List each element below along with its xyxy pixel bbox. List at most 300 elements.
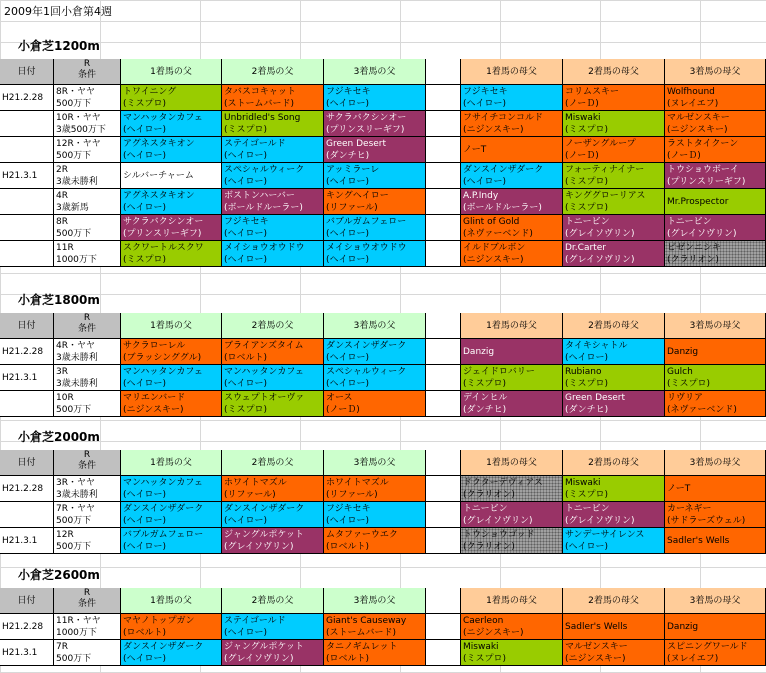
sire-cell[interactable] [324,365,426,391]
section-title: 小倉芝2600m [18,568,100,582]
horse-name: フジキセキ [463,87,508,97]
damsire-cell[interactable] [563,391,665,417]
header-damsire-2 [563,59,665,85]
horse-lineage: (ミスプロ) [123,99,167,109]
horse-lineage: (ヘイロー) [326,516,370,526]
sire-cell[interactable] [121,365,222,391]
header-damsire-3 [665,450,766,476]
horse-lineage: (ミスプロ) [224,125,268,135]
race-class: 3歳未勝利 [56,353,98,363]
sire-cell[interactable] [222,163,324,189]
horse-lineage: (ノーＤ) [565,99,599,109]
race-condition [54,614,121,640]
horse-lineage: (ダンチヒ) [565,405,609,415]
sire-cell[interactable] [121,163,222,189]
sire-cell[interactable] [324,614,426,640]
damsire-cell[interactable] [665,614,766,640]
horse-lineage: (ネヴァーベンド) [667,405,737,415]
horse-lineage: (ヘイロー) [326,379,370,389]
race-date [0,365,54,391]
damsire-cell[interactable] [563,476,665,502]
sire-cell[interactable] [324,215,426,241]
horse-lineage: (ダンチヒ) [463,405,507,415]
header-damsire-1 [461,59,563,85]
header-damsire-label: 2着馬の母父 [588,457,639,468]
horse-lineage: (ロベルト) [326,654,370,664]
section-title: 小倉芝1800m [18,293,100,307]
race-condition [54,528,121,554]
damsire-cell[interactable] [461,391,563,417]
race-condition [54,241,121,267]
header-sire-label: 2着馬の父 [251,66,294,77]
horse-lineage: (ヘイロー) [123,654,167,664]
race-class: 3歳未勝利 [56,490,98,500]
horse-lineage: (グレイソヴリン) [565,255,635,265]
horse-name: フサイチコンコルド [463,113,544,123]
damsire-cell[interactable] [461,502,563,528]
header-race-cond: 条件 [77,70,96,80]
horse-name: スウェプトオーヴァ [224,393,305,403]
race-class: 500万下 [56,654,92,664]
header-sire-1 [121,588,222,614]
horse-name: Wolfhound [667,87,715,97]
header-sire-1 [121,59,222,85]
sire-cell[interactable] [324,476,426,502]
horse-name: フジキセキ [326,87,371,97]
header-damsire-1 [461,313,563,339]
horse-name: ダンスインザダーク [326,341,407,351]
sire-cell[interactable] [222,137,324,163]
sire-cell[interactable] [121,215,222,241]
header-sire-label: 2着馬の父 [251,595,294,606]
horse-lineage: (クラリオン) [667,255,719,265]
horse-lineage: (ヘイロー) [224,379,268,389]
damsire-cell[interactable] [461,189,563,215]
horse-name: マリエンバード [123,393,186,403]
race-date [0,85,54,111]
header-race-cond: 条件 [77,324,96,334]
horse-lineage: (ロベルト) [326,542,370,552]
horse-name: Dr.Carter [565,243,606,253]
header-damsire-label: 1着馬の母父 [486,320,537,331]
damsire-cell[interactable] [665,476,766,502]
horse-name: フジキセキ [326,504,371,514]
race-number: 12R [56,530,74,540]
horse-lineage: (グレイソヴリン) [667,229,737,239]
header-date-label: 日付 [17,457,36,468]
race-number: 3R・ヤヤ [56,478,95,488]
race-class: 500万下 [56,405,92,415]
horse-name: トニービン [463,504,508,514]
race-date [0,137,54,163]
damsire-cell[interactable] [563,241,665,267]
sire-cell[interactable] [324,640,426,666]
sire-cell[interactable] [222,528,324,554]
race-date-text: H21.3.1 [2,373,38,383]
sire-cell[interactable] [222,241,324,267]
horse-lineage: (ミスプロ) [224,405,268,415]
header-sire-3 [324,59,426,85]
damsire-cell[interactable] [461,241,563,267]
horse-name: トニービン [667,217,712,227]
damsire-cell[interactable] [563,502,665,528]
horse-name: リヴリア [667,393,704,403]
damsire-cell[interactable] [665,111,766,137]
header-sire-label: 2着馬の父 [251,320,294,331]
sire-cell[interactable] [222,339,324,365]
damsire-cell[interactable] [461,476,563,502]
horse-lineage: (グレイソヴリン) [224,654,294,664]
sire-cell[interactable] [324,391,426,417]
header-sire-label: 3着馬の父 [353,595,396,606]
gap-cell [426,391,461,417]
header-race-r: R [83,313,91,323]
race-condition [54,163,121,189]
race-condition [54,85,121,111]
horse-lineage: (ヘイロー) [463,99,507,109]
header-sire-label: 3着馬の父 [353,66,396,77]
sire-cell[interactable] [222,365,324,391]
damsire-cell[interactable] [461,215,563,241]
sire-cell[interactable] [121,614,222,640]
sire-cell[interactable] [324,528,426,554]
header-sire-label: 3着馬の父 [353,320,396,331]
damsire-cell[interactable] [665,365,766,391]
sire-cell[interactable] [121,502,222,528]
horse-lineage: (ヘイロー) [123,125,167,135]
race-class: 500万下 [56,229,92,239]
horse-name: カーネギー [667,504,712,514]
damsire-cell[interactable] [665,528,766,554]
horse-name: イルドブルボン [463,243,526,253]
gap-cell [426,85,461,111]
horse-name: A.P.Indy [463,191,499,201]
gap-cell [426,215,461,241]
horse-name: メイショウオウドウ [326,243,407,253]
horse-name: オース [326,393,353,403]
header-damsire-label: 2着馬の母父 [588,66,639,77]
damsire-cell[interactable] [461,137,563,163]
damsire-cell[interactable] [665,640,766,666]
damsire-cell[interactable] [563,215,665,241]
damsire-cell[interactable] [563,137,665,163]
header-sire-3 [324,313,426,339]
damsire-cell[interactable] [665,163,766,189]
sire-cell[interactable] [222,111,324,137]
horse-lineage: (ヌレイエフ) [667,99,719,109]
damsire-cell[interactable] [563,111,665,137]
damsire-cell[interactable] [563,365,665,391]
damsire-cell[interactable] [563,528,665,554]
sire-cell[interactable] [121,640,222,666]
race-date [0,476,54,502]
horse-name: サクラローレル [123,341,186,351]
header-damsire-label: 3着馬の母父 [689,457,741,468]
header-sire-label: 2着馬の父 [251,457,294,468]
race-date-text: H21.2.28 [2,484,44,494]
damsire-cell[interactable] [563,85,665,111]
header-damsire-3 [665,588,766,614]
damsire-cell[interactable] [665,137,766,163]
horse-name: メイショウオウドウ [224,243,305,253]
header-gap [426,313,461,339]
race-date-text: H21.2.28 [2,93,44,103]
horse-name: タバスコキャット [224,87,296,97]
horse-name: トウショウゴッド [463,530,535,540]
gap-cell [426,365,461,391]
horse-name: ビゼンニシキ [667,243,722,253]
damsire-cell[interactable] [461,111,563,137]
header-sire-label: 1着馬の父 [150,320,192,331]
horse-name: シルバーチャーム [123,171,194,181]
horse-lineage: (クラリオン) [463,542,515,552]
sire-cell[interactable] [222,391,324,417]
horse-name: ダンスインザダーク [463,165,544,175]
header-race [54,313,121,339]
sire-cell[interactable] [121,391,222,417]
damsire-cell[interactable] [461,163,563,189]
horse-lineage: (ボールドルーラー) [224,203,303,213]
section-title: 小倉芝2000m [18,430,100,444]
horse-name: ホワイトマズル [224,478,287,488]
sire-cell[interactable] [121,111,222,137]
sire-cell[interactable] [222,476,324,502]
damsire-cell[interactable] [461,528,563,554]
race-date-text: H21.3.1 [2,648,38,658]
horse-lineage: (グレイソヴリン) [463,516,533,526]
race-condition [54,111,121,137]
sire-cell[interactable] [222,189,324,215]
sire-cell[interactable] [121,476,222,502]
damsire-cell[interactable] [665,241,766,267]
horse-name: ダンスインザダーク [224,504,305,514]
horse-name: マンハッタンカフェ [123,478,203,488]
horse-name: フジキセキ [224,217,269,227]
sire-cell[interactable] [324,137,426,163]
race-class: 3歳未勝利 [56,379,98,389]
damsire-cell[interactable] [563,614,665,640]
gap-cell [426,189,461,215]
damsire-cell[interactable] [563,189,665,215]
header-sire-3 [324,450,426,476]
damsire-cell[interactable] [665,391,766,417]
gap-cell [426,614,461,640]
sheet-title: 2009年1回小倉第4週 [4,5,112,18]
sire-cell[interactable] [121,241,222,267]
sire-cell[interactable] [222,502,324,528]
sire-cell[interactable] [324,163,426,189]
horse-name: タニノギムレット [326,642,398,652]
sire-cell[interactable] [324,502,426,528]
gap-cell [426,502,461,528]
horse-lineage: (グレイソヴリン) [565,516,635,526]
sire-cell[interactable] [121,85,222,111]
race-condition [54,215,121,241]
race-date-text: H21.2.28 [2,347,44,357]
horse-name: サンデーサイレンス [565,530,645,540]
damsire-cell[interactable] [461,640,563,666]
race-date [0,339,54,365]
race-date [0,528,54,554]
horse-name: キングヘイロー [326,191,389,201]
header-damsire-label: 1着馬の母父 [486,457,537,468]
horse-name: マルゼンスキー [667,113,730,123]
race-class: 500万下 [56,516,92,526]
horse-name: Sadler's Wells [565,622,628,632]
sire-cell[interactable] [121,137,222,163]
sire-cell[interactable] [324,189,426,215]
horse-lineage: (ミスプロ) [667,379,711,389]
horse-lineage: (クラリオン) [463,490,515,500]
race-class: 1000万下 [56,255,97,265]
section-title: 小倉芝1200m [18,39,100,53]
horse-lineage: (ヘイロー) [123,490,167,500]
horse-name: マンハッタンカフェ [123,113,203,123]
race-date [0,502,54,528]
race-date [0,215,54,241]
horse-name: Danzig [463,347,495,357]
race-number: 12R・ヤヤ [56,139,101,149]
gap-cell [426,339,461,365]
damsire-cell[interactable] [563,339,665,365]
sire-cell[interactable] [121,339,222,365]
gap-cell [426,111,461,137]
header-sire-label: 3着馬の父 [353,457,396,468]
sire-cell[interactable] [324,85,426,111]
horse-lineage: (ニジンスキー) [463,125,524,135]
sire-cell[interactable] [222,614,324,640]
horse-name: Miswaki [565,113,601,123]
horse-name: Giant's Causeway [326,616,407,626]
horse-lineage: (ミスプロ) [463,379,507,389]
race-class: 3歳新馬 [56,203,89,213]
horse-name: ノーザングループ [565,139,636,149]
header-damsire-3 [665,313,766,339]
horse-name: アッミラーレ [326,165,380,175]
header-date-label: 日付 [17,595,36,606]
horse-name: フォーティナイナー [565,165,645,175]
header-sire-1 [121,313,222,339]
damsire-cell[interactable] [665,502,766,528]
race-number: 4R・ヤヤ [56,341,95,351]
sire-cell[interactable] [121,189,222,215]
header-damsire-label: 2着馬の母父 [588,320,639,331]
damsire-cell[interactable] [665,189,766,215]
horse-name: トニービン [565,504,610,514]
header-sire-2 [222,313,324,339]
horse-lineage: (ニジンスキー) [123,405,184,415]
damsire-cell[interactable] [665,215,766,241]
horse-lineage: (ノーＤ) [326,405,360,415]
header-date [0,59,54,85]
horse-lineage: (ブラッシンググル) [123,353,202,363]
horse-name: ダンスインザダーク [123,642,204,652]
horse-name: Rubiano [565,367,602,377]
sire-cell[interactable] [324,111,426,137]
header-date [0,450,54,476]
race-date-text: H21.3.1 [2,536,38,546]
horse-lineage: (ヌレイエフ) [667,654,719,664]
horse-lineage: (ヘイロー) [565,353,609,363]
header-damsire-label: 1着馬の母父 [486,66,537,77]
header-damsire-label: 2着馬の母父 [588,595,639,606]
race-condition [54,339,121,365]
horse-lineage: (ミスプロ) [565,125,609,135]
header-race-r: R [83,588,91,598]
horse-name: サクラバクシンオー [123,217,204,227]
race-number: 7R [56,642,68,652]
horse-name: ステイゴールド [224,139,286,149]
horse-lineage: (ヘイロー) [123,379,167,389]
race-date [0,163,54,189]
horse-name: スペシャルウィーク [224,165,305,175]
horse-lineage: (ミスプロ) [463,654,507,664]
horse-name: マルゼンスキー [565,642,628,652]
header-gap [426,588,461,614]
header-sire-label: 1着馬の父 [150,595,192,606]
damsire-cell[interactable] [665,85,766,111]
horse-name: ジャングルポケット [224,530,304,540]
header-date-label: 日付 [17,66,36,77]
sire-cell[interactable] [222,85,324,111]
horse-name: ジェイドロバリー [463,367,535,377]
header-race [54,450,121,476]
horse-name: スペシャルウィーク [326,367,407,377]
race-date-text: H21.2.28 [2,622,44,632]
horse-lineage: (ボールドルーラー) [463,203,542,213]
damsire-cell[interactable] [665,339,766,365]
gap-cell [426,476,461,502]
horse-name: Danzig [667,622,699,632]
sire-cell[interactable] [121,528,222,554]
damsire-cell[interactable] [563,640,665,666]
damsire-cell[interactable] [461,339,563,365]
sire-cell[interactable] [324,241,426,267]
horse-name: トウショウボーイ [667,165,739,175]
sire-cell[interactable] [324,339,426,365]
header-sire-2 [222,450,324,476]
horse-lineage: (ストームバード) [224,99,295,109]
race-number: 4R [56,191,68,201]
sire-cell[interactable] [222,640,324,666]
horse-name: ラストタイクーン [667,139,739,149]
damsire-cell[interactable] [563,163,665,189]
damsire-cell[interactable] [461,365,563,391]
gap-cell [426,137,461,163]
damsire-cell[interactable] [461,614,563,640]
horse-lineage: (ヘイロー) [326,255,370,265]
header-race-r: R [83,59,91,69]
sire-cell[interactable] [222,215,324,241]
horse-name: マヤノトップガン [123,616,195,626]
race-condition [54,391,121,417]
damsire-cell[interactable] [461,85,563,111]
header-sire-label: 1着馬の父 [150,66,192,77]
horse-lineage: (ヘイロー) [123,203,167,213]
horse-name: アグネスタキオン [123,191,195,201]
horse-lineage: (ヘイロー) [326,353,370,363]
horse-name: Miswaki [463,642,499,652]
header-date [0,588,54,614]
header-gap [426,59,461,85]
horse-name: マンハッタンカフェ [123,367,203,377]
horse-lineage: (グレイソヴリン) [565,229,635,239]
horse-lineage: (サドラーズウェル) [667,516,746,526]
horse-lineage: (ノーＤ) [565,151,599,161]
horse-lineage: (ニジンスキー) [463,255,524,265]
horse-lineage: (リファール) [326,490,378,500]
horse-name: キンググローリアス [565,191,646,201]
